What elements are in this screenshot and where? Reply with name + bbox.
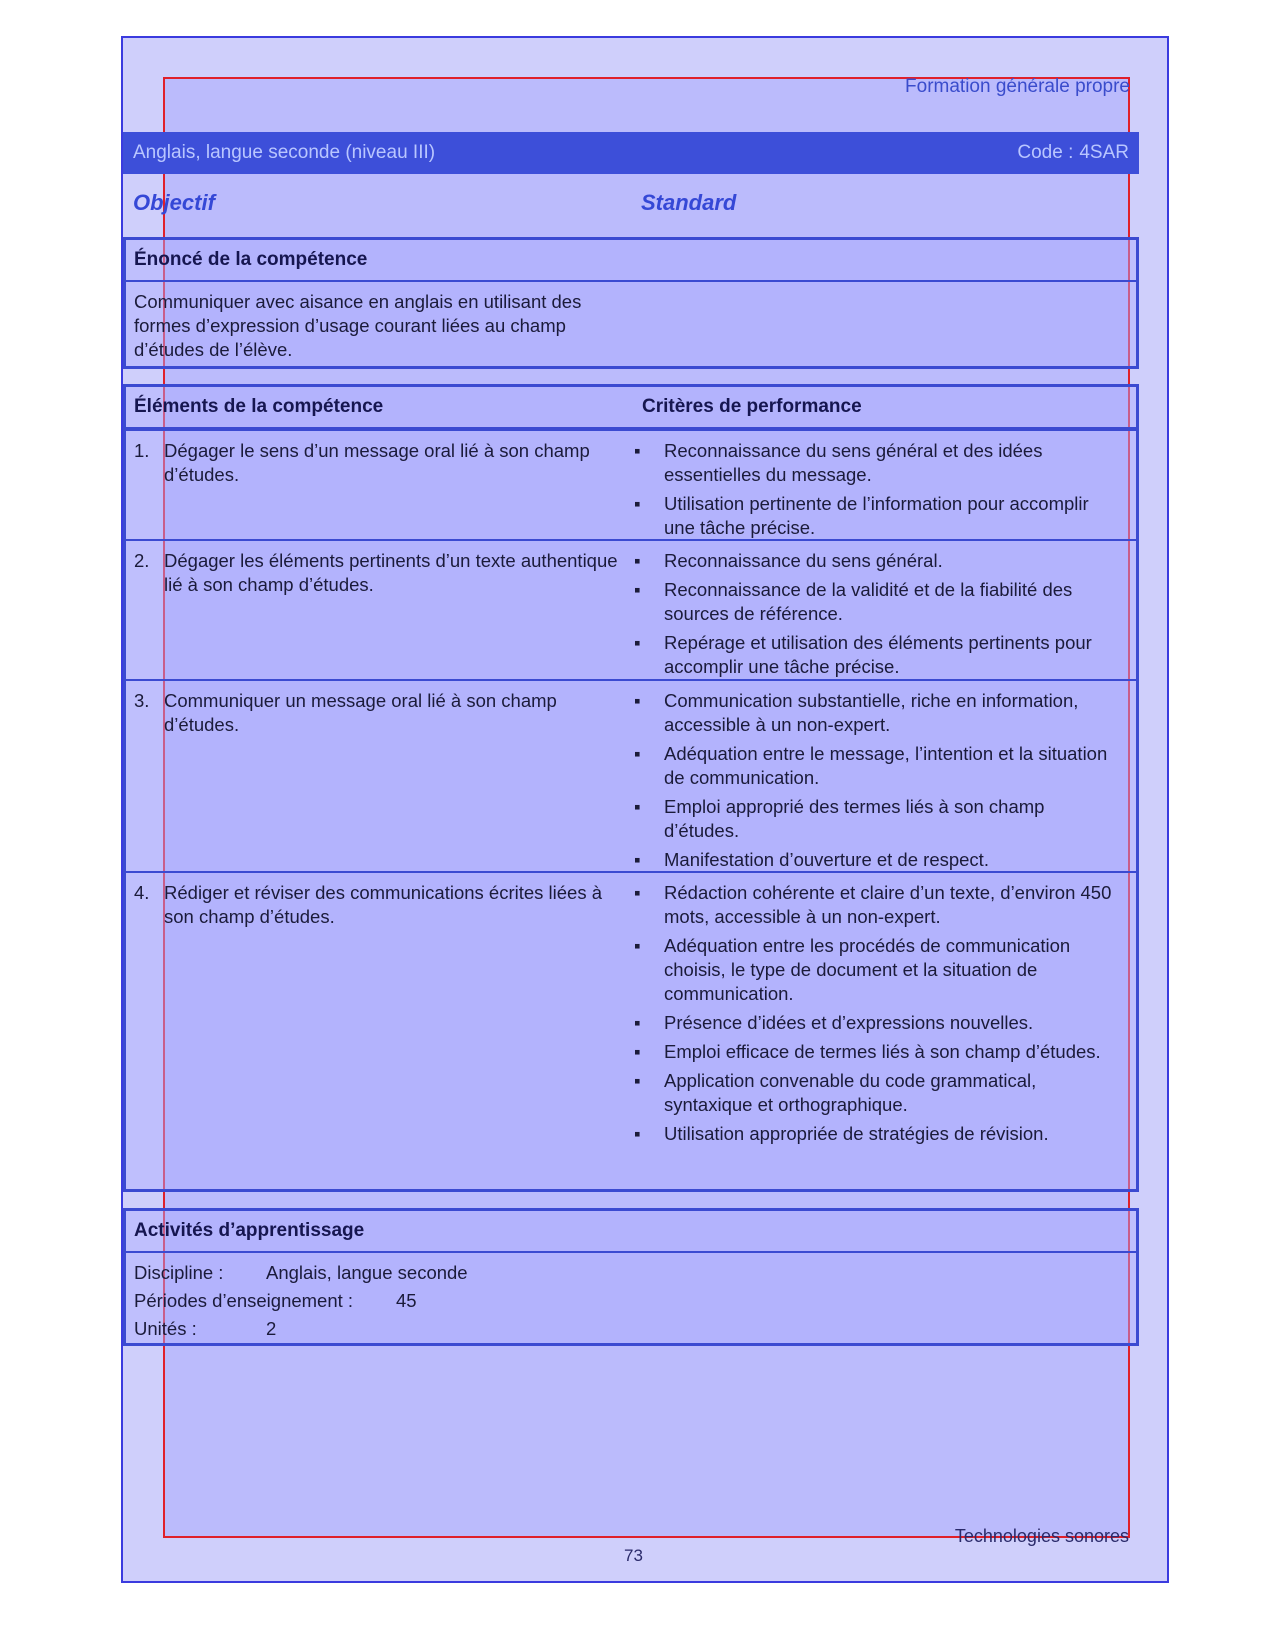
bullet-icon: ▪ <box>634 1070 641 1091</box>
periodes-value: 45 <box>396 1290 417 1311</box>
course-title: Anglais, langue seconde (niveau III) <box>133 142 436 163</box>
element-text: Dégager les éléments pertinents d’un texte authentique lié à son champ d’études. <box>164 550 618 595</box>
criterion-item <box>634 492 1124 540</box>
discipline-label: Discipline : <box>134 1262 224 1283</box>
bullet-icon: ▪ <box>634 440 641 461</box>
code-value: 4SAR <box>1079 142 1129 163</box>
criterion-item <box>634 549 1124 573</box>
bullet-icon: ▪ <box>634 1041 641 1062</box>
elements-left-title: Éléments de la compétence <box>134 396 384 417</box>
elements-title-row <box>126 387 1136 429</box>
bullet-icon: ▪ <box>634 849 641 870</box>
bullet-icon: ▪ <box>634 579 641 600</box>
unites-line <box>134 1315 1136 1343</box>
criterion-text: Utilisation pertinente de l’information pour accomplir une tâche précise. <box>664 493 1089 538</box>
criterion-text: Emploi approprié des termes liés à son champ d’études. <box>664 796 1045 841</box>
criterion-text: Manifestation d’ouverture et de respect. <box>664 849 989 870</box>
header-program: Formation générale propre <box>905 76 1130 97</box>
bullet-icon: ▪ <box>634 935 641 956</box>
periodes-label: Périodes d’enseignement : <box>134 1290 354 1311</box>
activites-title: Activités d’apprentissage <box>126 1211 1136 1253</box>
enonce-box <box>123 237 1139 369</box>
heading-objectif: Objectif <box>133 190 215 215</box>
element-text: Dégager le sens d’un message oral lié à son champ d’études. <box>164 440 590 485</box>
bullet-icon: ▪ <box>634 550 641 571</box>
element-row-3 <box>126 679 1136 871</box>
criterion-item <box>634 881 1124 929</box>
element-row-1 <box>126 429 1136 539</box>
criterion-item <box>634 795 1124 843</box>
criterion-item <box>634 1122 1124 1146</box>
discipline-line <box>134 1259 1136 1287</box>
element-row-2 <box>126 539 1136 679</box>
criteria-list <box>634 881 1124 1151</box>
elements-box <box>123 384 1139 1192</box>
criterion-text: Utilisation appropriée de stratégies de révision. <box>664 1123 1049 1144</box>
criterion-text: Adéquation entre les procédés de communication choisis, le type de document et la situation de communication. <box>664 935 1071 1004</box>
element-text: Communiquer un message oral lié à son champ d’études. <box>164 690 557 735</box>
criterion-text: Application convenable du code grammatical, syntaxique et orthographique. <box>664 1070 1037 1115</box>
criterion-text: Reconnaissance du sens général. <box>664 550 943 571</box>
criterion-text: Présence d’idées et d’expressions nouvelles. <box>664 1012 1034 1033</box>
criterion-item <box>634 439 1124 487</box>
code-label: Code : <box>1017 142 1074 163</box>
activites-box <box>123 1208 1139 1346</box>
criterion-text: Emploi efficace de termes liés à son champ d’études. <box>664 1041 1101 1062</box>
periodes-line <box>134 1287 1136 1315</box>
criterion-text: Adéquation entre le message, l’intention et la situation de communication. <box>664 743 1108 788</box>
enonce-title: Énoncé de la compétence <box>126 240 1136 282</box>
criterion-text: Reconnaissance de la validité et de la fiabilité des sources de référence. <box>664 579 1073 624</box>
bullet-icon: ▪ <box>634 493 641 514</box>
elements-right-title: Critères de performance <box>642 396 862 417</box>
criteria-list <box>634 549 1124 684</box>
unites-label: Unités : <box>134 1318 197 1339</box>
footer-program: Technologies sonores <box>954 1526 1129 1546</box>
element-row-4 <box>126 871 1136 1189</box>
bullet-icon: ▪ <box>634 632 641 653</box>
criterion-text: Repérage et utilisation des éléments pertinents pour accomplir une tâche précise. <box>664 632 1092 677</box>
element-number: 3. <box>134 690 150 711</box>
criterion-item <box>634 1040 1124 1064</box>
criterion-item <box>634 934 1124 1006</box>
course-code <box>1017 142 1129 164</box>
unites-value: 2 <box>266 1318 277 1339</box>
element-number: 4. <box>134 882 150 903</box>
criteria-list <box>634 439 1124 545</box>
element-text: Rédiger et réviser des communications écrites liées à son champ d’études. <box>164 882 603 927</box>
criterion-text: Reconnaissance du sens général et des idées essentielles du message. <box>664 440 1043 485</box>
bullet-icon: ▪ <box>634 743 641 764</box>
criterion-item <box>634 742 1124 790</box>
discipline-value: Anglais, langue seconde <box>266 1262 468 1283</box>
course-bar <box>123 132 1139 174</box>
criterion-item <box>634 631 1124 679</box>
bullet-icon: ▪ <box>634 882 641 903</box>
heading-standard: Standard <box>641 190 737 215</box>
bullet-icon: ▪ <box>634 1012 641 1033</box>
criterion-item <box>634 578 1124 626</box>
criterion-item <box>634 689 1124 737</box>
section-headings <box>133 190 1133 220</box>
criterion-text: Rédaction cohérente et claire d’un texte, d’environ 450 mots, accessible à un non-expert. <box>664 882 1112 927</box>
criteria-list <box>634 689 1124 877</box>
enonce-text: Communiquer avec aisance en anglais en utilisant des formes d’expression d’usage courant liées au champ d’études de l’élève. <box>134 291 582 360</box>
activites-info <box>126 1253 1136 1343</box>
criterion-item <box>634 1011 1124 1035</box>
page-number: 73 <box>624 1546 643 1565</box>
bullet-icon: ▪ <box>634 1123 641 1144</box>
criterion-item <box>634 848 1124 872</box>
criterion-item <box>634 1069 1124 1117</box>
bullet-icon: ▪ <box>634 690 641 711</box>
element-number: 1. <box>134 440 150 461</box>
criterion-text: Communication substantielle, riche en information, accessible à un non-expert. <box>664 690 1079 735</box>
bullet-icon: ▪ <box>634 796 641 817</box>
element-number: 2. <box>134 550 150 571</box>
